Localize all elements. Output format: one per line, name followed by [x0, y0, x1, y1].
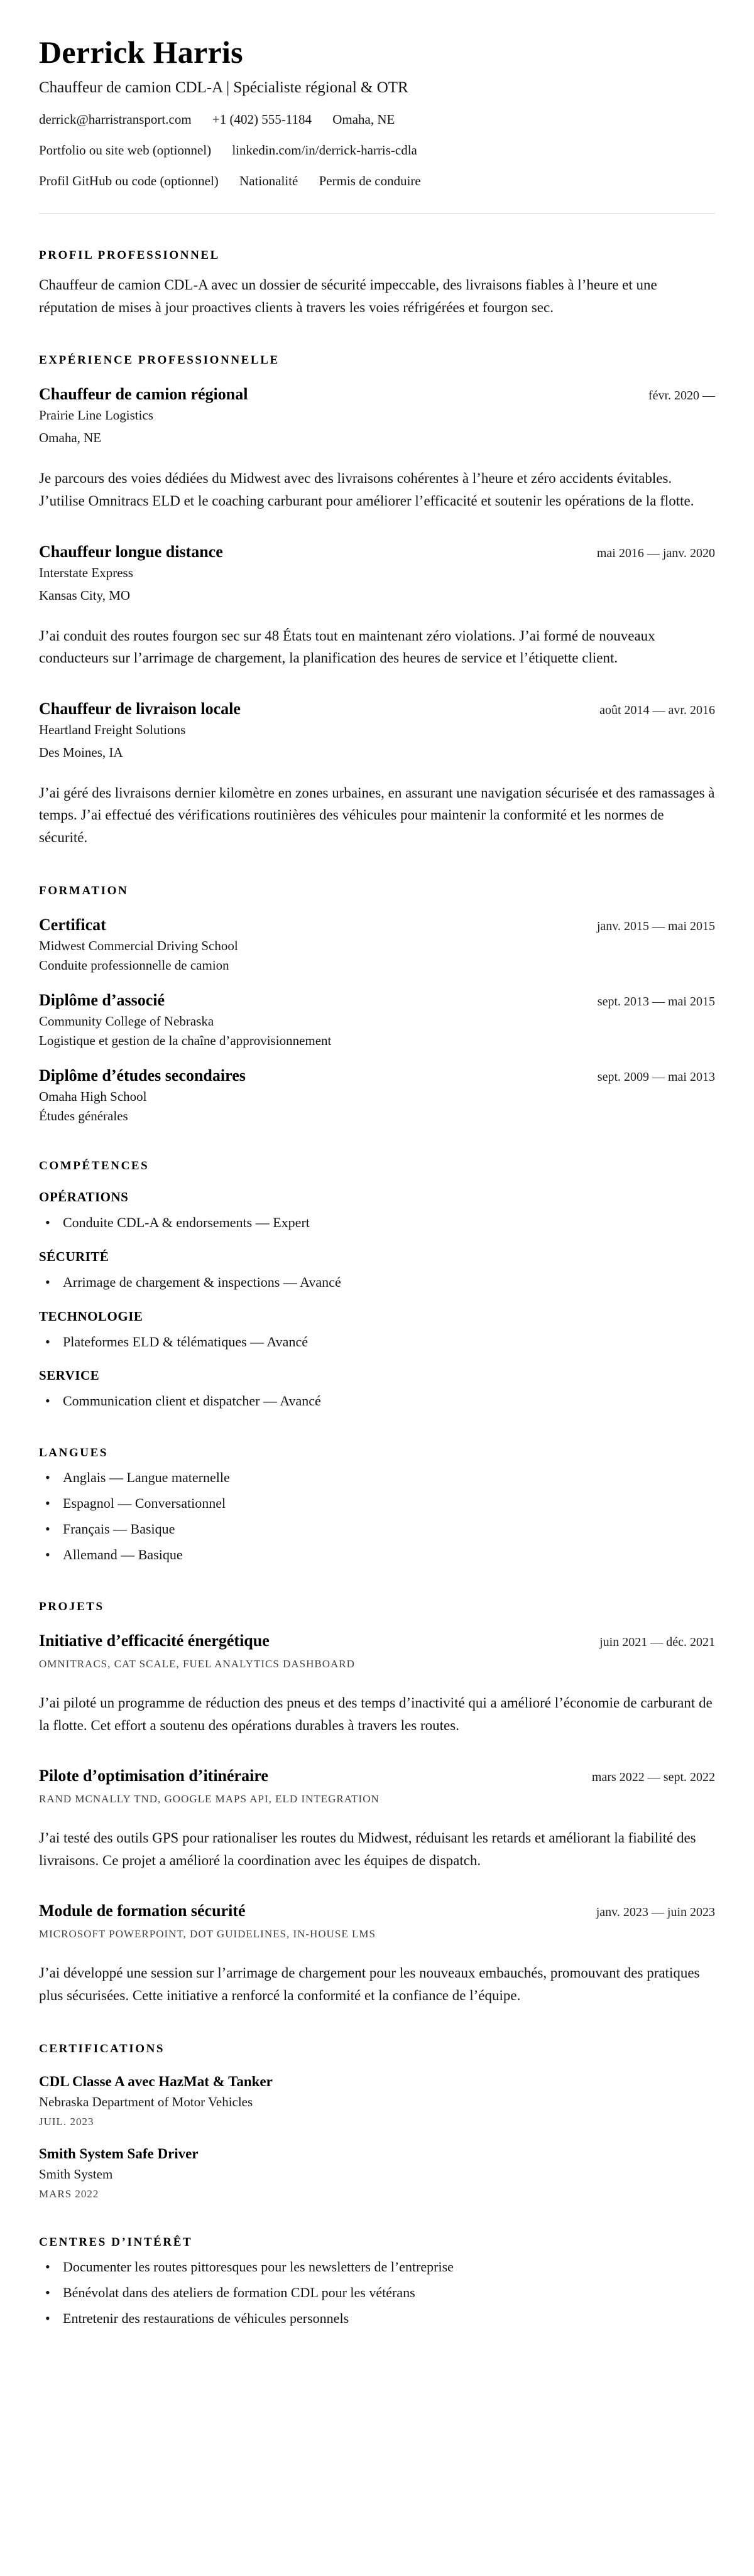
education-entry	[39, 916, 715, 973]
field-of-study: Conduite professionnelle de camion	[39, 957, 229, 973]
project-entry	[39, 1902, 715, 2006]
experience-entry	[39, 700, 715, 849]
experience-entry-head	[39, 543, 715, 561]
education-dates: janv. 2015 — mai 2015	[596, 919, 715, 933]
job-description: J’ai conduit des routes fourgon sec sur 48 États tout en maintenant zéro violations. J’ai formé de nouveaux conducteurs sur l’arrimage de chargement, la planification des heures de service et l’étiquette client.	[39, 627, 655, 666]
github-text: Profil GitHub ou code (optionnel)	[39, 173, 219, 188]
section-profile	[39, 249, 715, 318]
section-experience	[39, 354, 715, 848]
skill-group	[39, 1368, 715, 1411]
certification-name: Smith System Safe Driver	[39, 2145, 199, 2162]
job-dates: févr. 2020 —	[648, 389, 715, 403]
profile-heading: PROFIL PROFESSIONNEL	[39, 249, 220, 262]
nationality-text: Nationalité	[239, 173, 298, 188]
degree-title: Diplôme d’études secondaires	[39, 1066, 246, 1085]
experience-heading: EXPÉRIENCE PROFESSIONNELLE	[39, 354, 280, 367]
certification-issuer: Nebraska Department of Motor Vehicles	[39, 2094, 253, 2109]
project-entry-head	[39, 1902, 715, 1920]
project-title: Initiative d’efficacité énergétique	[39, 1631, 270, 1650]
location-text: Omaha, NE	[332, 112, 395, 127]
certification-entry	[39, 2074, 715, 2128]
school-name: Community College of Nebraska	[39, 1013, 214, 1029]
header-divider	[39, 213, 715, 214]
skill-item: • Conduite CDL-A & endorsements — Expert	[45, 1213, 715, 1233]
education-entry-head	[39, 916, 715, 934]
job-location: Des Moines, IA	[39, 744, 123, 760]
profile-text: Chauffeur de camion CDL-A avec un dossier de sécurité impeccable, des livraisons fiables à l’heure et une réputation de mises à jour proactives clients à travers les voies réfrigérées et fourgon sec.	[39, 277, 657, 315]
portfolio-text: Portfolio ou site web (optionnel)	[39, 143, 212, 158]
school-name: Omaha High School	[39, 1088, 147, 1104]
contact-row-3	[39, 173, 715, 189]
resume-header	[39, 34, 715, 189]
person-headline: Chauffeur de camion CDL-A | Spécialiste régional & OTR	[39, 79, 408, 96]
field-of-study: Études générales	[39, 1108, 128, 1123]
skill-list	[39, 1391, 715, 1411]
interest-item: • Documenter les routes pittoresques pour les newsletters de l’entreprise	[45, 2257, 715, 2277]
email-text: derrick@harristransport.com	[39, 112, 192, 127]
section-projects	[39, 1600, 715, 2007]
job-description: Je parcours des voies dédiées du Midwest avec des livraisons cohérentes à l’heure et zéro accidents évitables. J’utilise Omnitracs ELD et le coaching carburant pour améliorer l’efficacité et soutenir les opérations de la flotte.	[39, 470, 694, 509]
project-tools: MICROSOFT POWERPOINT, DOT GUIDELINES, IN-HOUSE LMS	[39, 1928, 376, 1940]
certification-date: MARS 2022	[39, 2187, 99, 2200]
interest-item: • Entretenir des restaurations de véhicules personnels	[45, 2308, 715, 2329]
project-dates: janv. 2023 — juin 2023	[596, 1905, 715, 1920]
certifications-heading: CERTIFICATIONS	[39, 2042, 165, 2055]
certification-issuer: Smith System	[39, 2166, 113, 2182]
job-company: Prairie Line Logistics	[39, 408, 153, 423]
skill-group-name: SÉCURITÉ	[39, 1248, 109, 1264]
education-dates: sept. 2013 — mai 2015	[597, 994, 715, 1009]
section-interests	[39, 2236, 715, 2329]
education-entry-head	[39, 991, 715, 1010]
section-skills	[39, 1159, 715, 1412]
section-certifications	[39, 2042, 715, 2200]
project-tools: RAND MCNALLY TND, GOOGLE MAPS API, ELD INTEGRATION	[39, 1793, 380, 1805]
job-title: Chauffeur de camion régional	[39, 385, 248, 404]
education-heading: FORMATION	[39, 884, 129, 897]
language-item: • Espagnol — Conversationnel	[45, 1493, 715, 1513]
job-title: Chauffeur longue distance	[39, 542, 223, 561]
skill-group	[39, 1309, 715, 1352]
project-entry-head	[39, 1632, 715, 1650]
skills-heading: COMPÉTENCES	[39, 1159, 150, 1172]
section-education	[39, 884, 715, 1124]
section-languages	[39, 1446, 715, 1565]
project-tools: OMNITRACS, CAT SCALE, FUEL ANALYTICS DASHBOARD	[39, 1657, 355, 1670]
skill-list	[39, 1272, 715, 1292]
degree-title: Certificat	[39, 915, 106, 934]
skill-group-name: SERVICE	[39, 1368, 100, 1383]
job-location: Kansas City, MO	[39, 587, 131, 603]
project-description: J’ai développé une session sur l’arrimage de chargement pour les nouveaux embauchés, promouvant des pratiques plus sécurisées. Cette initiative a renforcé la conformité et la confiance de l’équipe.	[39, 1965, 700, 2004]
certification-entry	[39, 2146, 715, 2200]
driving-license-text: Permis de conduire	[319, 173, 421, 188]
linkedin-text: linkedin.com/in/derrick-harris-cdla	[232, 143, 417, 158]
language-item: • Français — Basique	[45, 1519, 715, 1539]
interest-list	[39, 2257, 715, 2329]
language-item: • Allemand — Basique	[45, 1545, 715, 1565]
experience-entry	[39, 543, 715, 669]
skill-group-name: OPÉRATIONS	[39, 1189, 129, 1204]
skill-list	[39, 1213, 715, 1233]
project-description: J’ai piloté un programme de réduction des pneus et des temps d’inactivité qui a amélioré l’économie de carburant de la flotte. Cet effort a soutenu des opérations durables à travers les routes.	[39, 1694, 713, 1733]
project-title: Pilote d’optimisation d’itinéraire	[39, 1767, 268, 1785]
job-company: Interstate Express	[39, 565, 133, 580]
project-title: Module de formation sécurité	[39, 1902, 246, 1920]
education-entry-head	[39, 1066, 715, 1085]
project-entry	[39, 1632, 715, 1736]
education-entry	[39, 1066, 715, 1124]
job-description: J’ai géré des livraisons dernier kilomètre en zones urbaines, en assurant une navigation sécurisée et des ramassages à temps. J’ai effectué des vérifications routinières des véhicules pour maintenir la conformité et les normes de sécurité.	[39, 784, 715, 846]
degree-title: Diplôme d’associé	[39, 990, 165, 1009]
language-item: • Anglais — Langue maternelle	[45, 1468, 715, 1488]
certification-date: JUIL. 2023	[39, 2115, 94, 2128]
education-entry	[39, 991, 715, 1049]
skill-group	[39, 1249, 715, 1292]
contact-row-1	[39, 112, 715, 127]
projects-heading: PROJETS	[39, 1599, 104, 1613]
phone-text: +1 (402) 555-1184	[212, 112, 312, 127]
project-description: J’ai testé des outils GPS pour rationaliser les routes du Midwest, réduisant les retards et améliorant la fiabilité des livraisons. Ce projet a amélioré la coordination avec les équipes de dispatch.	[39, 1830, 696, 1868]
skill-list	[39, 1332, 715, 1352]
language-list	[39, 1468, 715, 1565]
skill-group-name: TECHNOLOGIE	[39, 1308, 143, 1324]
experience-entry	[39, 385, 715, 512]
skill-group	[39, 1189, 715, 1233]
field-of-study: Logistique et gestion de la chaîne d’approvisionnement	[39, 1032, 332, 1048]
project-dates: juin 2021 — déc. 2021	[599, 1635, 715, 1649]
person-name: Derrick Harris	[39, 35, 243, 70]
education-dates: sept. 2009 — mai 2013	[597, 1069, 715, 1084]
skill-item: • Arrimage de chargement & inspections — Avancé	[45, 1272, 715, 1292]
job-dates: août 2014 — avr. 2016	[599, 703, 715, 717]
job-title: Chauffeur de livraison locale	[39, 699, 241, 718]
interests-heading: CENTRES D’INTÉRÊT	[39, 2235, 193, 2249]
experience-entry-head	[39, 700, 715, 718]
school-name: Midwest Commercial Driving School	[39, 938, 238, 953]
project-dates: mars 2022 — sept. 2022	[591, 1770, 715, 1785]
contact-row-2	[39, 143, 715, 158]
interest-item: • Bénévolat dans des ateliers de formation CDL pour les vétérans	[45, 2283, 715, 2303]
skill-item: • Plateformes ELD & télématiques — Avancé	[45, 1332, 715, 1352]
project-entry-head	[39, 1767, 715, 1785]
languages-heading: LANGUES	[39, 1446, 109, 1460]
skill-item: • Communication client et dispatcher — Avancé	[45, 1391, 715, 1411]
job-company: Heartland Freight Solutions	[39, 722, 186, 737]
certification-name: CDL Classe A avec HazMat & Tanker	[39, 2073, 273, 2089]
job-dates: mai 2016 — janv. 2020	[596, 546, 715, 560]
project-entry	[39, 1767, 715, 1871]
experience-entry-head	[39, 385, 715, 404]
job-location: Omaha, NE	[39, 430, 102, 446]
